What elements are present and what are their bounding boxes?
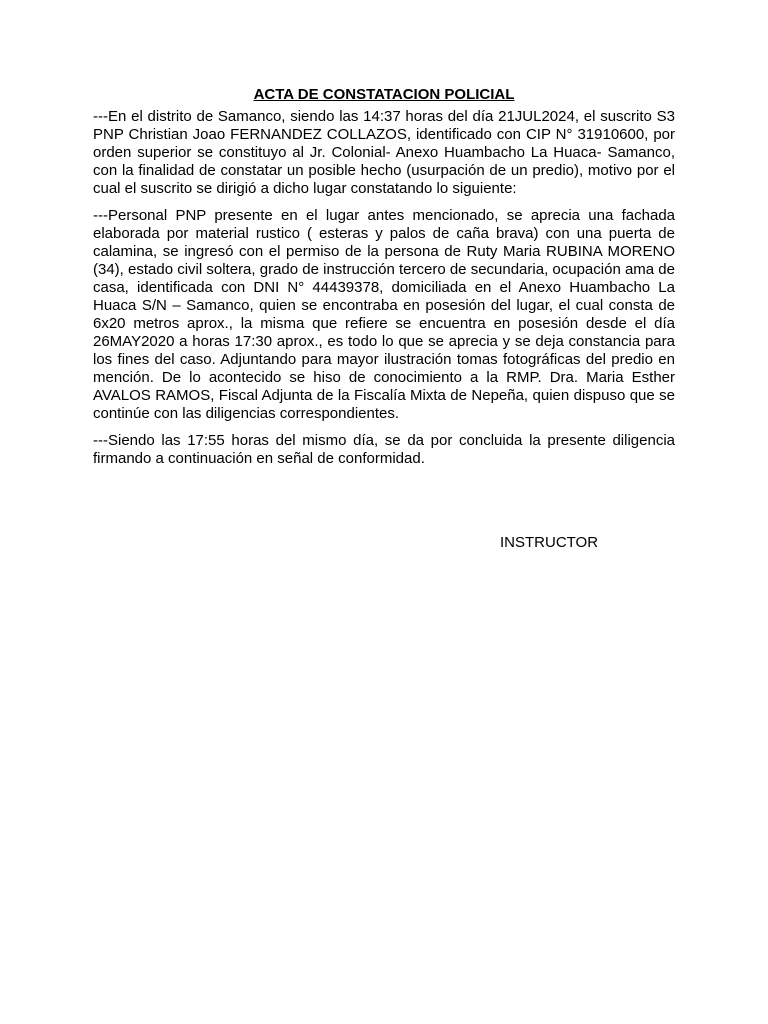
signature-label: INSTRUCTOR bbox=[500, 534, 599, 551]
document-page bbox=[93, 86, 675, 551]
paragraph-closing: ---Siendo las 17:55 horas del mismo día, se da por concluida la presente diligencia firmando a continuación en señal de conformidad. bbox=[93, 432, 675, 467]
document-title: ACTA DE CONSTATACION POLICIAL bbox=[253, 86, 515, 103]
paragraph-intro: ---En el distrito de Samanco, siendo las 14:37 horas del día 21JUL2024, el suscrito S3 PNP Christian Joao FERNANDEZ COLLAZOS, identificado con CIP N° 31910600, por orden superior se constituyo al Jr. Colonial- Anexo Huambacho La Huaca- Samanco, con la finalidad de constatar un posible hecho (usurpación de un predio), motivo por el cual el suscrito se dirigió a dicho lugar constatando lo siguiente: bbox=[93, 108, 675, 197]
paragraph-findings: ---Personal PNP presente en el lugar antes mencionado, se aprecia una fachada elaborada por material rustico ( esteras y palos de caña brava) con una puerta de calamina, se ingresó con el permiso de la persona de Ruty Maria RUBINA MORENO (34), estado civil soltera, grado de instrucción tercero de secundaria, ocupación ama de casa, identificada con DNI N° 44439378, domiciliada en el Anexo Huambacho La Huaca S/N – Samanco, quien se encontraba en posesión del lugar, el cual consta de 6x20 metros aprox., la misma que refiere se encuentra en posesión desde el día 26MAY2020 a horas 17:30 aprox., es todo lo que se aprecia y se deja constancia para los fines del caso. Adjuntando para mayor ilustración tomas fotográficas del predio en mención. De lo acontecido se hiso de conocimiento a la RMP. Dra. Maria Esther AVALOS RAMOS, Fiscal Adjunta de la Fiscalía Mixta de Nepeña, quien dispuso que se continúe con las diligencias correspondientes. bbox=[93, 207, 675, 422]
